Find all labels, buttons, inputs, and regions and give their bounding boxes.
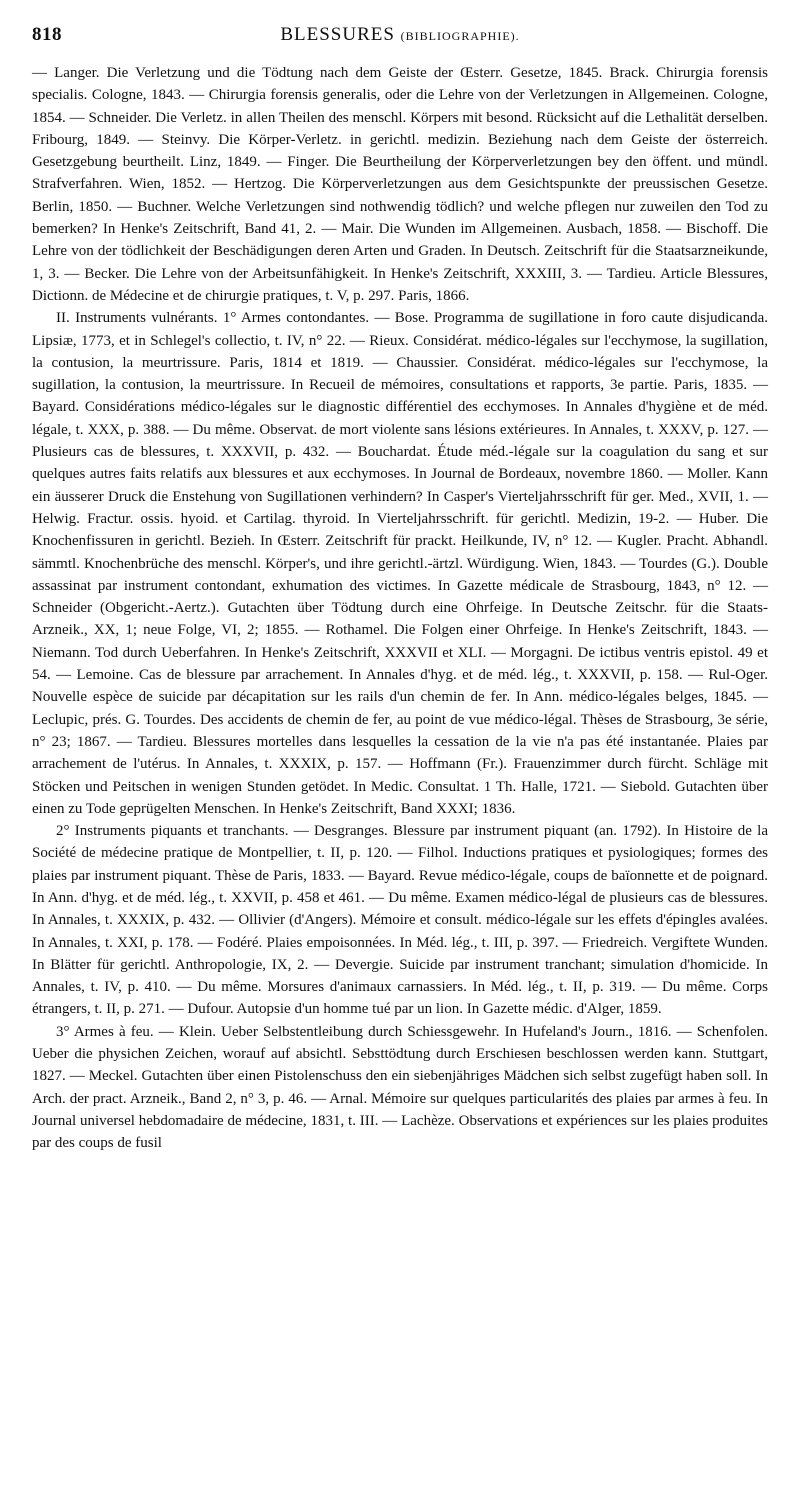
bibliography-paragraph: 2° Instruments piquants et tranchants. — Desgranges. Blessure par instrument piquant (an. 1792). In Histoire de la Société de médecine pratique de Montpellier, t. II, p. 120. — Filhol. Inductions pratiques et pysiologiques; formes des plaies par instrument piquant. Thèse de Paris, 1833. — Bayard. Revue médico-légale, coups de baïonnette et de poignard. In Ann. d'hyg. et de méd. lég., t. XXVII, p. 458 et 461. — Du même. Examen médico-légal de plusieurs cas de blessures. In Annales, t. XXXIX, p. 432. — Ollivier (d'Angers). Mémoire et consult. médico-légale sur les effets d'épingles avalées. In Annales, t. XXI, p. 178. — Fodéré. Plaies empoisonnées. In Méd. lég., t. III, p. 397. — Friedreich. Vergiftete Wunden. In Blätter für gerichtl. Anthropologie, IX, 2. — Devergie. Suicide par instrument tranchant; simulation d'homicide. In Annales, t. IV, p. 410. — Du même. Morsures d'animaux carnassiers. In Méd. lég., t. II, p. 319. — Du même. Corps étrangers, t. II, p. 271. — Dufour. Autopsie d'un homme tué par un lion. In Gazette médic. d'Alger, 1859. [32, 823, 768, 1018]
running-title-subtitle: (BIBLIOGRAPHIE). [400, 29, 520, 43]
bibliography-paragraph: 3° Armes à feu. — Klein. Ueber Selbstentleibung durch Schiessgewehr. In Hufeland's Journ., 1816. — Schenfolen. Ueber die physichen Zeichen, worauf auf absichtl. Sebsttödtung durch Erschiesen beschlossen werden kann. Stuttgart, 1827. — Meckel. Gutachten über einen Pistolenschuss den ein siebenjähriges Mädchen sich selbst zugefügt haben soll. In Arch. der pract. Arzneik., Band 2, n° 3, p. 46. — Arnal. Mémoire sur quelques particularités des plaies par armes à feu. In Journal universel hebdomadaire de médecine, 1831, t. III. — Lachèze. Observations et expériences sur les plaies produites par des coups de fusil [32, 1023, 768, 1152]
running-title-main: BLESSURES [280, 24, 395, 45]
bibliography-body [32, 62, 768, 1155]
bibliography-paragraph: II. Instruments vulnérants. 1° Armes contondantes. — Bose. Programma de sugillatione in foro caute disjudicanda. Lipsiæ, 1773, et in Schlegel's collectio, t. IV, n° 22. — Rieux. Considérat. médico-légales sur l'ecchymose, la sugillation, la contusion, la meurtrissure. Paris, 1814 et 1819. — Chaussier. Considérat. médico-légales sur l'ecchymose, la sugillation, la contusion, la meurtrissure. In Recueil de mémoires, consultations et rapports, 3e partie. Paris, 1835. — Bayard. Considérations médico-légales sur le diagnostic différentiel des ecchymoses. In Annales d'hygiène et de méd. légale, t. XXX, p. 388. — Du même. Observat. de mort violente sans lésions extérieures. In Annales, t. XXXV, p. 127. — Plusieurs cas de blessures, t. XXXVII, p. 432. — Bouchardat. Étude méd.-légale sur la coagulation du sang et sur quelques autres faits relatifs aux blessures et aux ecchymoses. In Journal de Bordeaux, novembre 1860. — Moller. Kann ein äusserer Druck die Enstehung von Sugillationen verhindern? In Casper's Vierteljahrsschrift für ger. Med., XVII, 1. — Helwig. Fractur. ossis. hyoid. et Cartilag. thyroid. In Vierteljahrsschrift. für gerichtl. Medizin, 19-2. — Huber. Die Knochenfissuren in gerichtl. Bezieh. In Œsterr. Zeitschrift für prackt. Heilkunde, IV, n° 12. — Kugler. Pracht. Abhandl. sämmtl. Knochenbrüche des menschl. Körper's, und ihre gerichtl.-ärtzl. Würdigung. Wien, 1843. — Tourdes (G.). Double assassinat par instrument contondant, exhumation des victimes. In Gazette médicale de Strasbourg, 1843, n° 12. — Schneider (Obgericht.-Aertz.). Gutachten über Tödtung durch eine Ohrfeige. In Deutsche Zeitschr. für die Staats-Arzneik., XX, 1; neue Folge, VI, 2; 1855. — Rothamel. Die Folgen einer Ohrfeige. In Henke's Zeitschrift, 1843. — Niemann. Tod durch Ueberfahren. In Henke's Zeitschrift, XXXVII et XLI. — Morgagni. De ictibus ventris epistol. 49 et 54. — Lemoine. Cas de blessure par arrachement. In Annales d'hyg. et de méd. lég., t. XXXVII, p. 158. — Rul-Oger. Nouvelle espèce de suicide par décapitation sur les rails d'un chemin de fer. In Ann. médico-légales belges, 1845. — Leclupic, prés. G. Tourdes. Des accidents de chemin de fer, au point de vue médico-légal. Thèses de Strasbourg, 3e série, n° 23; 1867. — Tardieu. Blessures mortelles dans lesquelles la cessation de la vie n'a pas été instantanée. Plaies par arrachement de l'utérus. In Annales, t. XXXIX, p. 157. — Hoffmann (Fr.). Frauenzimmer durch fürcht. Schläge mit Stöcken und Peitschen in wenigen Stunden getödet. In Medic. Consultat. 1 Th. Halle, 1721. — Siebold. Gutachten über einen zu Tode geprügelten Menschen. In Henke's Zeitschrift, Band XXXI; 1836. [32, 310, 768, 817]
page-number: 818 [32, 24, 62, 45]
running-title [32, 24, 768, 47]
page-header [32, 24, 768, 58]
bibliography-paragraph: — Langer. Die Verletzung und die Tödtung nach dem Geiste der Œsterr. Gesetze, 1845. Brack. Chirurgia forensis specialis. Cologne, 1843. — Chirurgia forensis generalis, oder die Lehre von der Verletzungen in Allgemeinen. Cologne, 1854. — Schneider. Die Verletz. in allen Theilen des menschl. Körpers mit besond. Rücksicht auf die Lethalität derselben. Fribourg, 1849. — Steinvy. Die Körper-Verletz. in gerichtl. medizin. Beziehung nach dem Geiste der österreich. Gesetzgebung beurtheilt. Linz, 1849. — Finger. Die Beurtheilung der Körperverletzungen bey den öffent. und mündl. Strafverfahren. Wien, 1852. — Hertzog. Die Körperverletzungen aus dem Gesichtspunkte der preussischen Gesetze. Berlin, 1850. — Buchner. Welche Verletzungen sind nothwendig tödlich? und welche pflegen nur zuweilen den Tod zu bemerken? In Henke's Zeitschrift, Band 41, 2. — Mair. Die Wunden im Allgemeinen. Ausbach, 1858. — Bischoff. Die Lehre von der tödlichkeit der Beschädigungen deren Arten und Graden. In Deutsch. Zeitschrift für die Staatsarzneikunde, 1, 3. — Becker. Die Lehre von der Arbeitsunfähigkeit. In Henke's Zeitschrift, XXXIII, 3. — Tardieu. Article Blessures, Dictionn. de Médecine et de chirurgie pratiques, t. V, p. 297. Paris, 1866. [32, 65, 768, 304]
